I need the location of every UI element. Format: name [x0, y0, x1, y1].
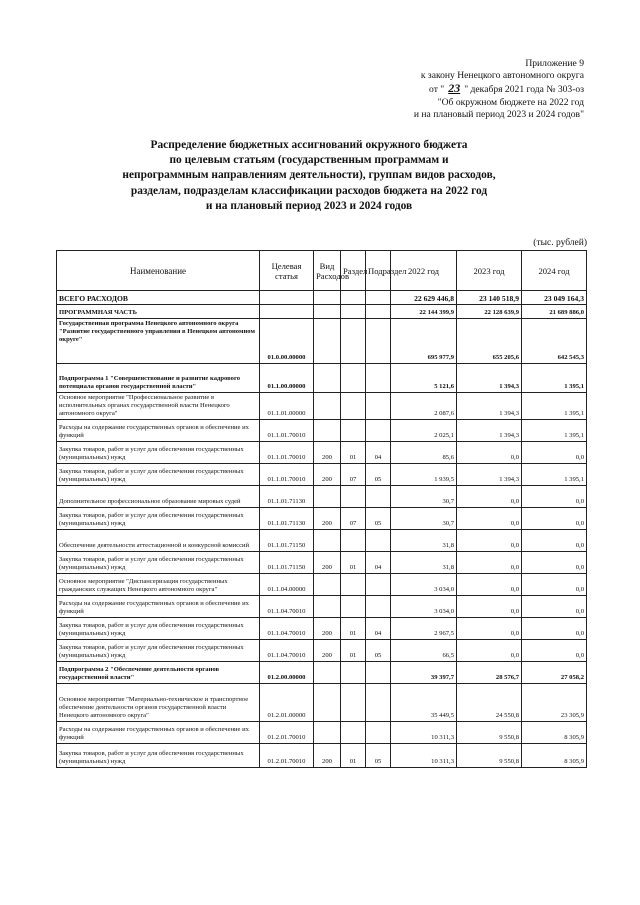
cell-sub: 05	[366, 508, 391, 530]
cell-sec	[341, 574, 366, 596]
cell-v2024: 23 049 164,3	[522, 291, 587, 305]
cell-code: 01.2.01.70010	[260, 744, 314, 768]
cell-sec	[341, 596, 366, 618]
table-row	[57, 464, 587, 486]
table-row	[57, 319, 587, 364]
cell-v2023: 28 576,7	[457, 662, 522, 684]
cell-sub: 04	[366, 618, 391, 640]
cell-v2023: 9 550,8	[457, 744, 522, 768]
title-line: по целевым статьям (государственным программам и	[169, 154, 449, 167]
cell-name: Расходы на содержание государственных органов и обеспечение их функций	[57, 596, 260, 618]
cell-sec	[341, 684, 366, 722]
cell-code: 01.1.01.71130	[260, 508, 314, 530]
cell-sec	[341, 364, 366, 393]
cell-code: 01.1.01.00000	[260, 393, 314, 420]
cell-v2024: 0,0	[522, 618, 587, 640]
cell-code: 01.1.01.71150	[260, 552, 314, 574]
cell-v2023: 0,0	[457, 508, 522, 530]
cell-sub	[366, 574, 391, 596]
cell-code: 01.1.04.00000	[260, 574, 314, 596]
cell-v2024: 8 305,9	[522, 722, 587, 744]
cell-v2024: 0,0	[522, 486, 587, 508]
table-row	[57, 530, 587, 552]
document-title	[90, 138, 528, 214]
table-row	[57, 364, 587, 393]
cell-sec	[341, 291, 366, 305]
cell-v2024: 0,0	[522, 442, 587, 464]
table-row	[57, 291, 587, 305]
cell-kind: 200	[314, 552, 341, 574]
appendix-line: к закону Ненецкого автономного округа	[420, 70, 584, 82]
header-subsection: Подраздел	[366, 251, 391, 291]
table-row	[57, 618, 587, 640]
cell-v2024: 0,0	[522, 508, 587, 530]
budget-table	[56, 250, 587, 768]
cell-v2024: 642 545,3	[522, 319, 587, 364]
cell-v2023: 0,0	[457, 596, 522, 618]
cell-name: ВСЕГО РАСХОДОВ	[57, 291, 260, 305]
cell-v2022: 2 025,1	[391, 420, 457, 442]
cell-v2023: 0,0	[457, 486, 522, 508]
cell-v2024: 0,0	[522, 574, 587, 596]
header-year-2024: 2024 год	[522, 251, 587, 291]
cell-kind: 200	[314, 640, 341, 662]
cell-name: Закупка товаров, работ и услуг для обеспечения государственных (муниципальных) нужд	[57, 552, 260, 574]
table-row	[57, 574, 587, 596]
cell-sec: 07	[341, 464, 366, 486]
table-row	[57, 305, 587, 319]
cell-sec	[341, 662, 366, 684]
cell-kind: 200	[314, 464, 341, 486]
cell-v2023: 0,0	[457, 574, 522, 596]
table-row	[57, 684, 587, 722]
cell-v2022: 66,5	[391, 640, 457, 662]
cell-v2022: 22 629 446,8	[391, 291, 457, 305]
cell-kind	[314, 305, 341, 319]
cell-v2022: 22 144 399,9	[391, 305, 457, 319]
cell-code: 01.2.01.00000	[260, 684, 314, 722]
cell-v2022: 3 034,0	[391, 574, 457, 596]
title-line: и на плановый период 2023 и 2024 годов	[205, 199, 413, 212]
cell-kind: 200	[314, 618, 341, 640]
cell-kind	[314, 684, 341, 722]
cell-kind	[314, 486, 341, 508]
cell-v2023: 655 205,6	[457, 319, 522, 364]
cell-v2023: 1 394,3	[457, 420, 522, 442]
cell-sec	[341, 530, 366, 552]
cell-v2022: 30,7	[391, 508, 457, 530]
cell-name: Подпрограмма 1 "Совершенствование и развитие кадрового потенциала органов государственной власти"	[57, 364, 260, 393]
table-row	[57, 486, 587, 508]
cell-v2023: 0,0	[457, 552, 522, 574]
cell-sec: 01	[341, 618, 366, 640]
header-section: Раздел	[341, 251, 366, 291]
cell-code: 01.1.01.70010	[260, 464, 314, 486]
cell-v2024: 21 689 886,0	[522, 305, 587, 319]
cell-sub	[366, 486, 391, 508]
cell-code: 01.1.04.70010	[260, 618, 314, 640]
table-row	[57, 393, 587, 420]
table-row	[57, 640, 587, 662]
table-row	[57, 662, 587, 684]
cell-v2024: 8 305,9	[522, 744, 587, 768]
table-row	[57, 596, 587, 618]
cell-sub: 04	[366, 552, 391, 574]
cell-name: Основное мероприятие "Диспансеризация государственных гражданских служащих Ненецкого автономного округа"	[57, 574, 260, 596]
cell-sub	[366, 420, 391, 442]
cell-sec: 07	[341, 508, 366, 530]
cell-sub	[366, 596, 391, 618]
cell-code: 01.1.00.00000	[260, 364, 314, 393]
table-row	[57, 508, 587, 530]
cell-v2024: 1 395,1	[522, 420, 587, 442]
table-row	[57, 420, 587, 442]
cell-v2023: 1 394,3	[457, 364, 522, 393]
cell-v2022: 695 977,9	[391, 319, 457, 364]
cell-code: 01.1.04.70010	[260, 596, 314, 618]
cell-kind: 200	[314, 744, 341, 768]
cell-v2023: 22 128 639,9	[457, 305, 522, 319]
cell-code: 01.0.00.00000	[260, 319, 314, 364]
appendix-date-line	[264, 82, 584, 96]
header-expense-kind: Вид Расходов	[314, 251, 341, 291]
cell-name: Расходы на содержание государственных органов и обеспечение их функций	[57, 722, 260, 744]
cell-v2024: 0,0	[522, 552, 587, 574]
cell-sub: 05	[366, 464, 391, 486]
cell-v2022: 10 311,3	[391, 722, 457, 744]
cell-v2024: 1 395,1	[522, 464, 587, 486]
cell-code	[260, 291, 314, 305]
cell-name: Обеспечение деятельности аттестационной и конкурсной комиссий	[57, 530, 260, 552]
cell-v2022: 39 397,7	[391, 662, 457, 684]
appendix-line: и на плановый период 2023 и 2024 годов"	[413, 108, 584, 120]
title-line: непрограммным направлениям деятельности), группам видов расходов,	[122, 169, 496, 182]
table-row	[57, 442, 587, 464]
units-label: (тыс. рублей)	[533, 238, 587, 248]
cell-name: Основное мероприятие "Профессиональное развитие в исполнительных органах государственной власти Ненецкого автономного округа"	[57, 393, 260, 420]
title-line: Распределение бюджетных ассигнований окружного бюджета	[150, 139, 468, 151]
cell-v2022: 5 121,6	[391, 364, 457, 393]
cell-v2023: 9 550,8	[457, 722, 522, 744]
cell-code: 01.1.01.70010	[260, 420, 314, 442]
cell-code: 01.2.01.70010	[260, 722, 314, 744]
cell-sec	[341, 486, 366, 508]
handwritten-day: 23	[448, 81, 461, 96]
cell-name: Закупка товаров, работ и услуг для обеспечения государственных (муниципальных) нужд	[57, 508, 260, 530]
cell-v2022: 1 939,5	[391, 464, 457, 486]
cell-name: Расходы на содержание государственных органов и обеспечение их функций	[57, 420, 260, 442]
cell-name: Закупка товаров, работ и услуг для обеспечения государственных (муниципальных) нужд	[57, 442, 260, 464]
cell-name: Закупка товаров, работ и услуг для обеспечения государственных (муниципальных) нужд	[57, 464, 260, 486]
cell-name: Закупка товаров, работ и услуг для обеспечения государственных (муниципальных) нужд	[57, 744, 260, 768]
cell-sub	[366, 722, 391, 744]
appendix-date-prefix: от "	[429, 84, 445, 96]
cell-sec	[341, 722, 366, 744]
cell-sub	[366, 530, 391, 552]
cell-kind	[314, 662, 341, 684]
cell-v2022: 35 449,5	[391, 684, 457, 722]
cell-code: 01.2.00.00000	[260, 662, 314, 684]
table-row	[57, 722, 587, 744]
cell-v2024: 0,0	[522, 596, 587, 618]
cell-kind	[314, 722, 341, 744]
cell-sub: 05	[366, 744, 391, 768]
cell-v2024: 23 305,9	[522, 684, 587, 722]
table-row	[57, 552, 587, 574]
cell-code: 01.1.01.70010	[260, 442, 314, 464]
cell-v2023: 24 550,8	[457, 684, 522, 722]
cell-sub	[366, 364, 391, 393]
cell-kind	[314, 319, 341, 364]
cell-sub	[366, 684, 391, 722]
cell-sub	[366, 662, 391, 684]
cell-sec: 01	[341, 744, 366, 768]
cell-v2022: 30,7	[391, 486, 457, 508]
cell-v2022: 10 311,3	[391, 744, 457, 768]
cell-sec: 01	[341, 640, 366, 662]
cell-name: ПРОГРАММНАЯ ЧАСТЬ	[57, 305, 260, 319]
cell-kind	[314, 596, 341, 618]
cell-v2022: 85,6	[391, 442, 457, 464]
cell-name: Закупка товаров, работ и услуг для обеспечения государственных (муниципальных) нужд	[57, 618, 260, 640]
cell-v2022: 31,8	[391, 552, 457, 574]
cell-kind	[314, 574, 341, 596]
cell-v2022: 2 967,5	[391, 618, 457, 640]
cell-v2024: 1 395,1	[522, 364, 587, 393]
cell-name: Подпрограмма 2 "Обеспечение деятельности органов государственной власти"	[57, 662, 260, 684]
cell-sec	[341, 420, 366, 442]
cell-kind	[314, 420, 341, 442]
cell-sub	[366, 319, 391, 364]
cell-v2023: 0,0	[457, 618, 522, 640]
cell-kind: 200	[314, 508, 341, 530]
cell-code: 01.1.01.71130	[260, 486, 314, 508]
cell-name: Основное мероприятие "Материально-техническое и транспортное обеспечение деятельности органов государственной власти Ненецкого автономного округа"	[57, 684, 260, 722]
cell-v2024: 0,0	[522, 530, 587, 552]
cell-sec	[341, 319, 366, 364]
header-target-article: Целевая статья	[260, 251, 314, 291]
cell-sub: 04	[366, 442, 391, 464]
cell-name: Государственная программа Ненецкого автономного округа "Развитие государственного управления в Ненецком автономном округе"	[57, 319, 260, 364]
cell-kind	[314, 291, 341, 305]
cell-code	[260, 305, 314, 319]
cell-code: 01.1.04.70010	[260, 640, 314, 662]
cell-v2024: 1 395,1	[522, 393, 587, 420]
cell-kind: 200	[314, 442, 341, 464]
cell-v2024: 0,0	[522, 640, 587, 662]
table-row	[57, 744, 587, 768]
cell-v2023: 23 140 518,9	[457, 291, 522, 305]
cell-v2023: 0,0	[457, 530, 522, 552]
cell-v2023: 1 394,3	[457, 393, 522, 420]
cell-v2023: 0,0	[457, 442, 522, 464]
header-name: Наименование	[57, 251, 260, 291]
table-header-row	[57, 251, 587, 291]
header-year-2022: 2022 год	[391, 251, 457, 291]
cell-name: Закупка товаров, работ и услуг для обеспечения государственных (муниципальных) нужд	[57, 640, 260, 662]
cell-v2022: 2 087,6	[391, 393, 457, 420]
header-year-2023: 2023 год	[457, 251, 522, 291]
cell-code: 01.1.01.71150	[260, 530, 314, 552]
cell-sub: 05	[366, 640, 391, 662]
cell-v2023: 1 394,3	[457, 464, 522, 486]
cell-kind	[314, 530, 341, 552]
cell-sec	[341, 305, 366, 319]
cell-sec: 01	[341, 442, 366, 464]
cell-v2022: 3 034,0	[391, 596, 457, 618]
cell-sub	[366, 393, 391, 420]
title-line: разделам, подразделам классификации расходов бюджета на 2022 год	[130, 184, 488, 197]
appendix-line: Приложение 9	[525, 58, 584, 69]
cell-kind	[314, 393, 341, 420]
cell-v2022: 31,8	[391, 530, 457, 552]
cell-sec: 01	[341, 552, 366, 574]
cell-sub	[366, 305, 391, 319]
cell-kind	[314, 364, 341, 393]
appendix-date-suffix: " декабря 2021 года № 303-оз	[464, 84, 584, 96]
cell-sub	[366, 291, 391, 305]
appendix-block	[264, 58, 584, 121]
cell-sec	[341, 393, 366, 420]
cell-name: Дополнительное профессиональное образование мировых судей	[57, 486, 260, 508]
appendix-line: "Об окружном бюджете на 2022 год	[437, 96, 584, 108]
cell-v2023: 0,0	[457, 640, 522, 662]
cell-v2024: 27 058,2	[522, 662, 587, 684]
